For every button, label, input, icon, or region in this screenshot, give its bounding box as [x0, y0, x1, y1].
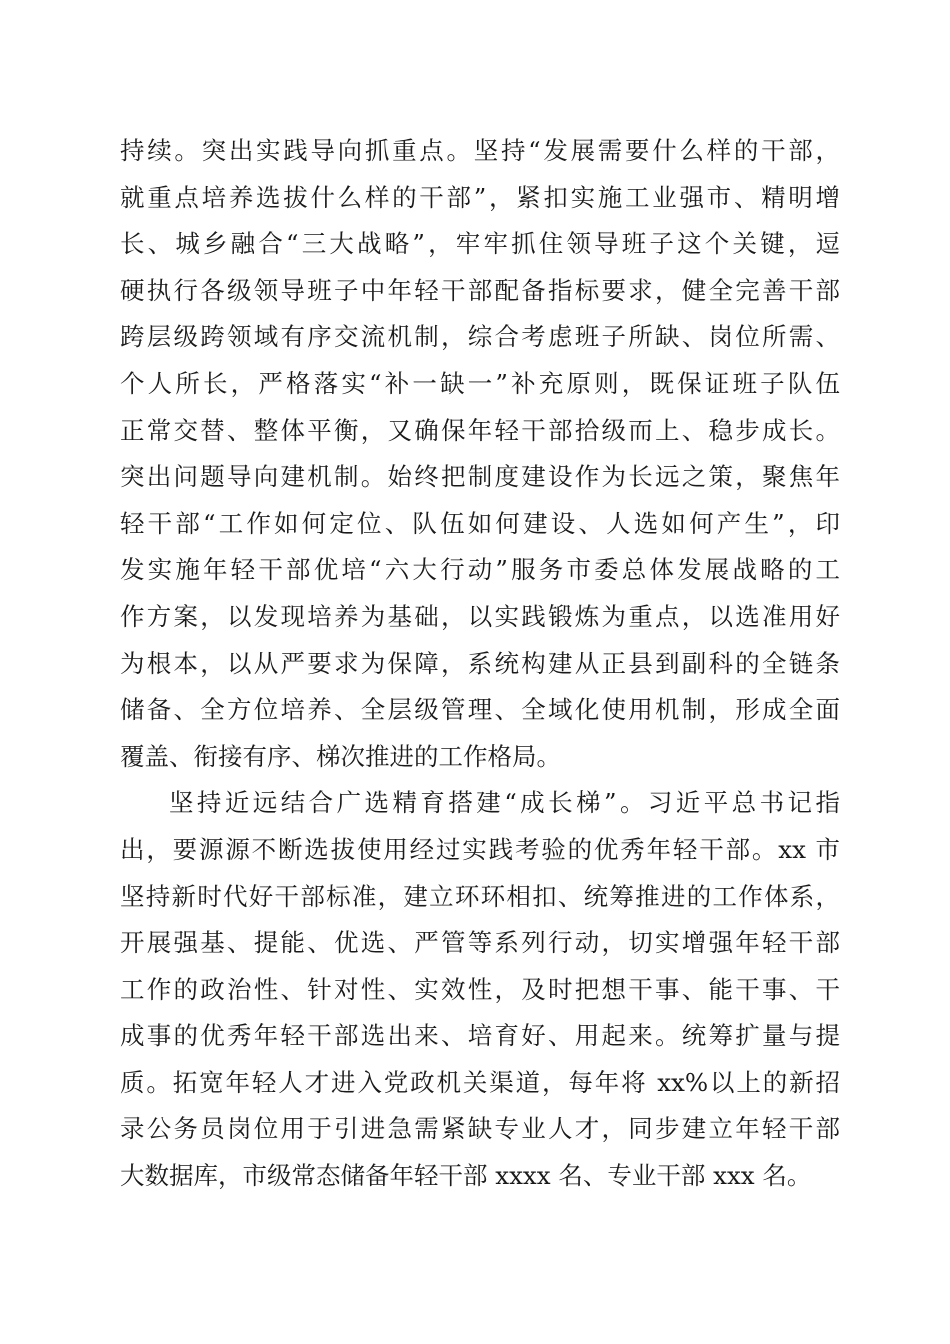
text-line: 成事的优秀年轻干部选出来、培育好、用起来。统筹扩量与提: [120, 1021, 840, 1051]
body-text: [120, 128, 840, 1200]
text-line: 大数据库，市级常态储备年轻干部 xxxx 名、专业干部 xxx 名。: [120, 1161, 812, 1191]
text-line: 正常交替、整体平衡，又确保年轻干部拾级而上、稳步成长。: [120, 415, 840, 445]
text-line: 轻干部“工作如何定位、队伍如何建设、人选如何产生”，印: [120, 508, 840, 538]
text-line: 长、城乡融合“三大战略”，牢牢抓住领导班子这个关键，逗: [120, 229, 840, 259]
text-line: 个人所长，严格落实“补一缺一”补充原则，既保证班子队伍: [120, 368, 840, 398]
text-line: 作方案，以发现培养为基础，以实践锻炼为重点，以选准用好: [120, 601, 840, 631]
text-line: 工作的政治性、针对性、实效性，及时把想干事、能干事、干: [120, 974, 840, 1004]
paragraph-first-line: 坚持近远结合广选精育搭建“成长梯”。习近平总书记指: [169, 788, 840, 818]
text-line: 持续。突出实践导向抓重点。坚持“发展需要什么样的干部，: [120, 136, 840, 165]
text-line: 跨层级跨领域有序交流机制，综合考虑班子所缺、岗位所需、: [120, 322, 840, 352]
text-line: 质。拓宽年轻人才进入党政机关渠道，每年将 xx%以上的新招: [120, 1067, 840, 1097]
text-line: 覆盖、衔接有序、梯次推进的工作格局。: [120, 741, 561, 771]
text-line: 储备、全方位培养、全层级管理、全域化使用机制，形成全面: [120, 695, 840, 725]
text-line: 出，要源源不断选拔使用经过实践考验的优秀年轻干部。xx 市: [120, 834, 840, 864]
text-line: 开展强基、提能、优选、严管等系列行动，切实增强年轻干部: [120, 928, 840, 958]
text-line: 硬执行各级领导班子中年轻干部配备指标要求，健全完善干部: [120, 275, 840, 305]
text-line: 就重点培养选拔什么样的干部”，紧扣实施工业强市、精明增: [120, 182, 840, 212]
text-line: 坚持新时代好干部标准，建立环环相扣、统筹推进的工作体系，: [120, 881, 840, 911]
text-line: 突出问题导向建机制。始终把制度建设作为长远之策，聚焦年: [120, 462, 840, 492]
text-line: 为根本，以从严要求为保障，系统构建从正县到副科的全链条: [120, 648, 840, 678]
text-line: 发实施年轻干部优培“六大行动”服务市委总体发展战略的工: [120, 555, 840, 585]
text-line: 录公务员岗位用于引进急需紧缺专业人才，同步建立年轻干部: [120, 1114, 840, 1144]
